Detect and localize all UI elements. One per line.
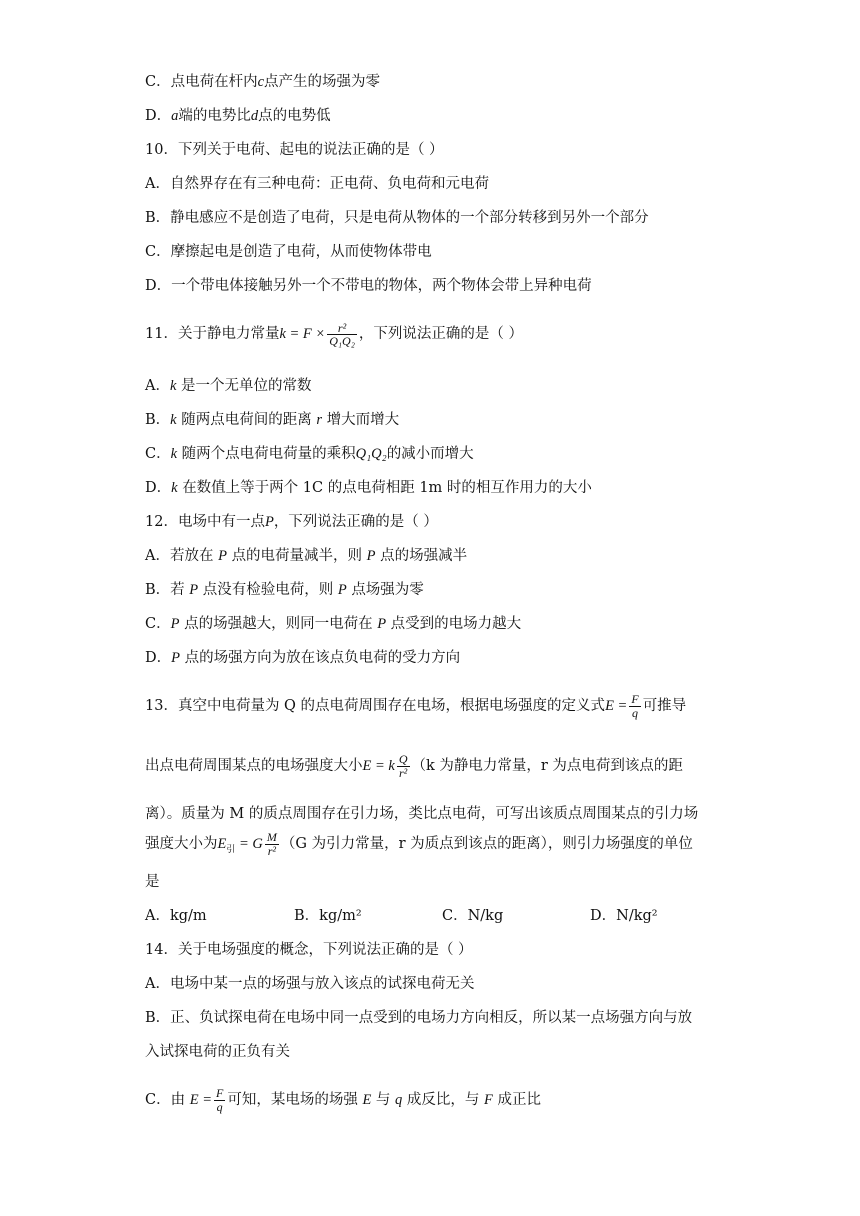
q10-option-c: C．摩擦起电是创造了电荷，从而使物体带电 — [145, 244, 432, 260]
q13-formula-gravity: $E_引 = G$ $\frac{M}{\text{r²}}$ — [217, 829, 277, 858]
q13-option-b: B．kg/m² — [294, 908, 362, 924]
q13-line-3: 离）。质量为 M 的质点周围存在引力场，类比点电荷，可写出该质点周围某点的引力场 — [145, 806, 699, 822]
q11-option-a: A．k 是一个无单位的常数 — [145, 378, 312, 394]
q9-option-c: C．点电荷在杆内c点产生的场强为零 — [145, 74, 381, 90]
q11-option-d: D．k 在数值上等于两个 1C 的点电荷相距 1m 时的相互作用力的大小 — [145, 480, 592, 496]
q13-option-d: D．N/kg² — [590, 908, 658, 924]
q13-line-5: 是 — [145, 874, 160, 890]
q14-option-b-line-1: B．正、负试探电荷在电场中同一点受到的电场力方向相反，所以某一点场强方向与放 — [145, 1010, 693, 1026]
q13-option-a: A．kg/m — [145, 908, 207, 924]
q13-formula-definition: E = $\frac{F}{q}$ — [605, 691, 639, 720]
q14-option-b-line-2: 入试探电荷的正负有关 — [145, 1044, 290, 1060]
q13-line-2: 出点电荷周围某点的电场强度大小E = k $\frac{Q}{\text{r²}}$ （k 为静电力常量，r 为点电荷到该点的距 — [145, 751, 683, 780]
q11-option-b: B．k 随两点电荷间的距离 r 增大而增大 — [145, 412, 400, 428]
q10-option-a: A．自然界存在有三种电荷：正电荷、负电荷和元电荷 — [145, 176, 489, 192]
q11-stem: 11．关于静电力常量k = F × $\frac{\text{r²}}{\text{Q₁Q₂}}$ ，下列说法正确的是（ ） — [145, 320, 523, 349]
q13-option-c: C．N/kg — [442, 908, 504, 924]
q10-stem: 10．下列关于电荷、起电的说法正确的是（ ） — [145, 142, 444, 158]
q12-option-d: D．P 点的场强方向为放在该点负电荷的受力方向 — [145, 650, 461, 666]
q11-formula: k = F × $\frac{\text{r²}}{\text{Q₁Q₂}}$ — [279, 320, 355, 349]
q14-option-c: C．由 E = $\frac{F}{q}$ 可知，某电场的场强 E 与 q 成反比，与 F 成正比 — [145, 1085, 541, 1114]
q12-option-b: B．若 P 点没有检验电荷，则 P 点场强为零 — [145, 582, 424, 598]
q14-option-a: A．电场中某一点的场强与放入该点的试探电荷无关 — [145, 976, 475, 992]
q12-stem: 12．电场中有一点P，下列说法正确的是（ ） — [145, 514, 438, 530]
q12-option-c: C．P 点的场强越大，则同一电荷在 P 点受到的电场力越大 — [145, 616, 522, 632]
q10-option-b: B．静电感应不是创造了电荷，只是电荷从物体的一个部分转移到另外一个部分 — [145, 210, 649, 226]
q11-option-c: C．k 随两个点电荷电荷量的乘积Q₁Q₂的减小而增大 — [145, 446, 474, 462]
q13-line-4: 强度大小为$E_引 = G$ $\frac{M}{\text{r²}}$ （G 为引力常量，r 为质点到该点的距离），则引力场强度的单位 — [145, 829, 693, 858]
q10-option-d: D．一个带电体接触另外一个不带电的物体，两个物体会带上异种电荷 — [145, 278, 592, 294]
q13-formula-point-charge: E = k $\frac{Q}{\text{r²}}$ — [362, 751, 408, 780]
q14-stem: 14．关于电场强度的概念，下列说法正确的是（ ） — [145, 942, 473, 958]
q12-option-a: A．若放在 P 点的电荷量减半，则 P 点的场强减半 — [145, 548, 468, 564]
q13-line-1: 13．真空中电荷量为 Q 的点电荷周围存在电场，根据电场强度的定义式E = $\frac{F}{q}$ 可推导 — [145, 691, 687, 720]
q9-option-d: D．a端的电势比d点的电势低 — [145, 108, 331, 124]
q14-formula: E = $\frac{F}{q}$ — [189, 1085, 224, 1114]
q13-options — [145, 906, 658, 926]
